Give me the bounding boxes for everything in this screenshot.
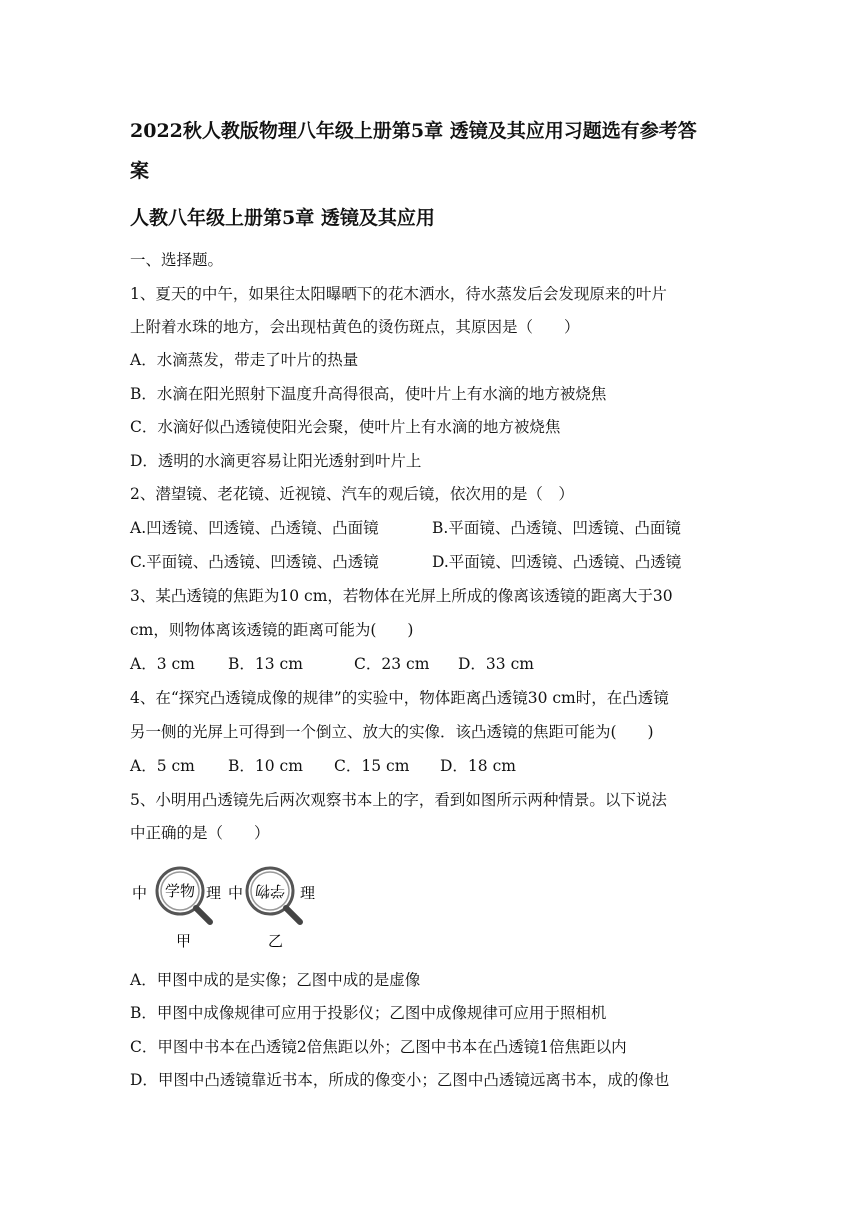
magnifier-figure xyxy=(130,858,330,958)
left-pre-char: 中 xyxy=(132,884,148,902)
q2-stem: 2、潜望镜、老花镜、近视镜、汽车的观后镜，依次用的是（ ） xyxy=(130,485,574,503)
q3-option-c: C．23 cm xyxy=(354,655,430,673)
q1-option-c: C．水滴好似凸透镜使阳光会聚，使叶片上有水滴的地方被烧焦 xyxy=(130,418,561,436)
magnifier-left xyxy=(132,868,221,950)
q5-stem-line2: 中正确的是（ ） xyxy=(130,824,270,842)
right-post-char: 理 xyxy=(300,884,316,902)
left-post-char: 理 xyxy=(206,884,222,902)
q3-stem-line2: cm，则物体离该透镜的距离可能为( ) xyxy=(130,621,414,639)
q1-stem-line1: 1、夏天的中午，如果往太阳曝晒下的花木洒水，待水蒸发后会发现原来的叶片 xyxy=(130,285,667,303)
doc-title-line1: 2022秋人教版物理八年级上册第5章 透镜及其应用习题选有参考答 xyxy=(130,120,697,142)
q4-option-d: D．18 cm xyxy=(440,757,516,775)
q5-option-d: D．甲图中凸透镜靠近书本，所成的像变小；乙图中凸透镜远离书本，成的像也 xyxy=(130,1071,670,1089)
left-magnified-text: 学物 xyxy=(164,882,196,900)
q3-stem-line1: 3、某凸透镜的焦距为10 cm，若物体在光屏上所成的像离该透镜的距离大于30 xyxy=(130,587,673,605)
q5-stem-line1: 5、小明用凸透镜先后两次观察书本上的字，看到如图所示两种情景。以下说法 xyxy=(130,791,667,809)
caption-jia: 甲 xyxy=(176,932,192,950)
caption-yi: 乙 xyxy=(268,932,284,950)
doc-title-line2: 案 xyxy=(130,160,150,182)
q5-option-a: A．甲图中成的是实像；乙图中成的是虚像 xyxy=(130,971,421,989)
q5-option-b: B．甲图中成像规律可应用于投影仪；乙图中成像规律可应用于照相机 xyxy=(130,1004,607,1022)
q3-option-b: B．13 cm xyxy=(228,655,303,673)
q4-option-a: A．5 cm xyxy=(130,757,195,775)
magnifier-right xyxy=(228,868,315,950)
q1-option-d: D．透明的水滴更容易让阳光透射到叶片上 xyxy=(130,452,422,470)
q2-option-a: A.凹透镜、凹透镜、凸透镜、凸面镜 xyxy=(130,519,379,537)
q1-option-b: B．水滴在阳光照射下温度升高得很高，使叶片上有水滴的地方被烧焦 xyxy=(130,385,607,403)
q3-option-a: A．3 cm xyxy=(130,655,195,673)
q1-stem-line2: 上附着水珠的地方，会出现枯黄色的烫伤斑点，其原因是（ ） xyxy=(130,318,580,336)
q3-option-d: D．33 cm xyxy=(458,655,534,673)
q1-option-a: A．水滴蒸发，带走了叶片的热量 xyxy=(130,351,359,369)
q4-option-b: B．10 cm xyxy=(228,757,303,775)
q4-stem-line1: 4、在“探究凸透镜成像的规律”的实验中，物体距离凸透镜30 cm时，在凸透镜 xyxy=(130,689,669,707)
right-inverted-text: 学物 xyxy=(254,882,286,900)
q5-option-c: C．甲图中书本在凸透镜2倍焦距以外；乙图中书本在凸透镜1倍焦距以内 xyxy=(130,1038,627,1056)
section-heading: 一、选择题。 xyxy=(130,251,224,269)
q2-option-b: B.平面镜、凸透镜、凹透镜、凸面镜 xyxy=(432,519,681,537)
right-pre-char: 中 xyxy=(228,884,244,902)
q2-option-d: D.平面镜、凹透镜、凸透镜、凸透镜 xyxy=(432,553,682,571)
q4-option-c: C．15 cm xyxy=(334,757,410,775)
q2-option-c: C.平面镜、凸透镜、凹透镜、凸透镜 xyxy=(130,553,379,571)
q4-stem-line2: 另一侧的光屏上可得到一个倒立、放大的实像．该凸透镜的焦距可能为( ) xyxy=(130,723,654,741)
doc-subtitle: 人教八年级上册第5章 透镜及其应用 xyxy=(130,207,435,229)
